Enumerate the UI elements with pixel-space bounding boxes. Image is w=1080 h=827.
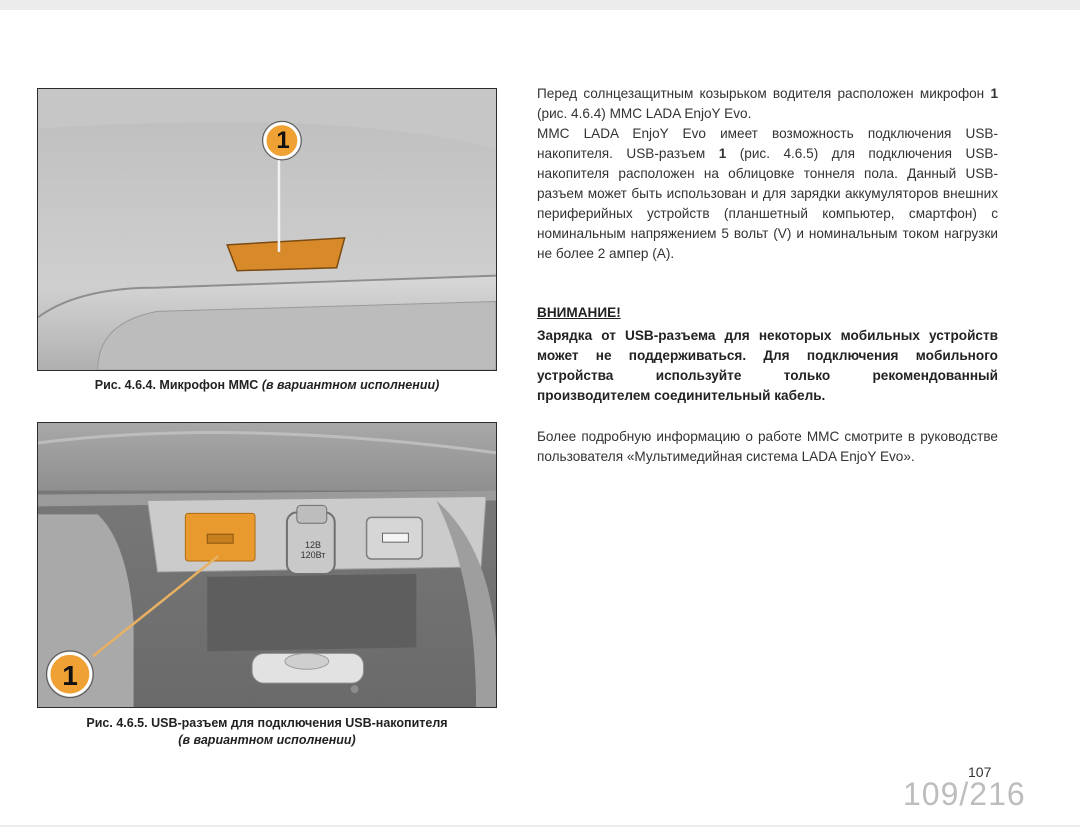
text-run: ММС LADA EnjoY Evo имеет возможность подключения USB-накопителя. USB-разъем: [537, 126, 998, 161]
caption-note: (в вариантном исполнении): [178, 733, 356, 747]
caption-main: Рис. 4.6.4. Микрофон ММС: [94, 378, 262, 392]
figure-caption-1: [37, 377, 497, 394]
paragraph-microphone: [537, 84, 998, 124]
usb-socket-illustration: [38, 423, 496, 707]
caption-note: (в вариантном исполнении): [261, 378, 440, 392]
figure-ref: 1: [990, 86, 998, 101]
warning-title: ВНИМАНИЕ!: [537, 305, 621, 320]
callout-number: 1: [276, 127, 290, 154]
socket-label-line1: 12В: [304, 540, 321, 550]
figure-usb-socket: [37, 422, 497, 708]
page-number: 107: [968, 764, 992, 780]
text-run: Перед солнцезащитным козырьком водителя расположен микрофон: [537, 86, 991, 101]
paragraph-more-info: Более подробную информацию о работе ММС смотрите в руководстве пользователя «Мультимедийная система LADA EnjoY Evo».: [537, 429, 998, 464]
figure-caption-2: [37, 715, 497, 749]
warning-text: Зарядка от USB-разъема для некоторых мобильных устройств может не поддерживаться. Для подключения мобильного устройства используйте только рекомендованный производителем соединительный кабель.: [537, 328, 998, 403]
socket-12v-label: [296, 540, 330, 560]
text-run: (рис. 4.6.4) ММС LADA EnjoY Evo.: [537, 106, 752, 121]
text-run: (рис. 4.6.5) для подключения USB-накопителя расположен на облицовке тоннеля пола. Данный USB-разъем может быть использован и для зарядки аккумуляторов внешних периферийных устройств (планшетный компьютер, смартфон) с номинальным напряжением 5 вольт (V) и номинальным током нагрузки не более 2 ампер (А).: [537, 146, 998, 261]
body-text: [537, 84, 998, 264]
callout-number: 1: [62, 660, 78, 691]
figure-microphone: [37, 88, 497, 371]
page-counter: 109/216: [903, 776, 1026, 812]
figure-ref: 1: [718, 146, 727, 161]
socket-label-line2: 120Вт: [300, 550, 326, 560]
paragraph-usb: [537, 124, 998, 264]
document-page: [0, 10, 1080, 825]
caption-main: Рис. 4.6.5. USB-разъем для подключения USB-накопителя: [86, 716, 448, 730]
